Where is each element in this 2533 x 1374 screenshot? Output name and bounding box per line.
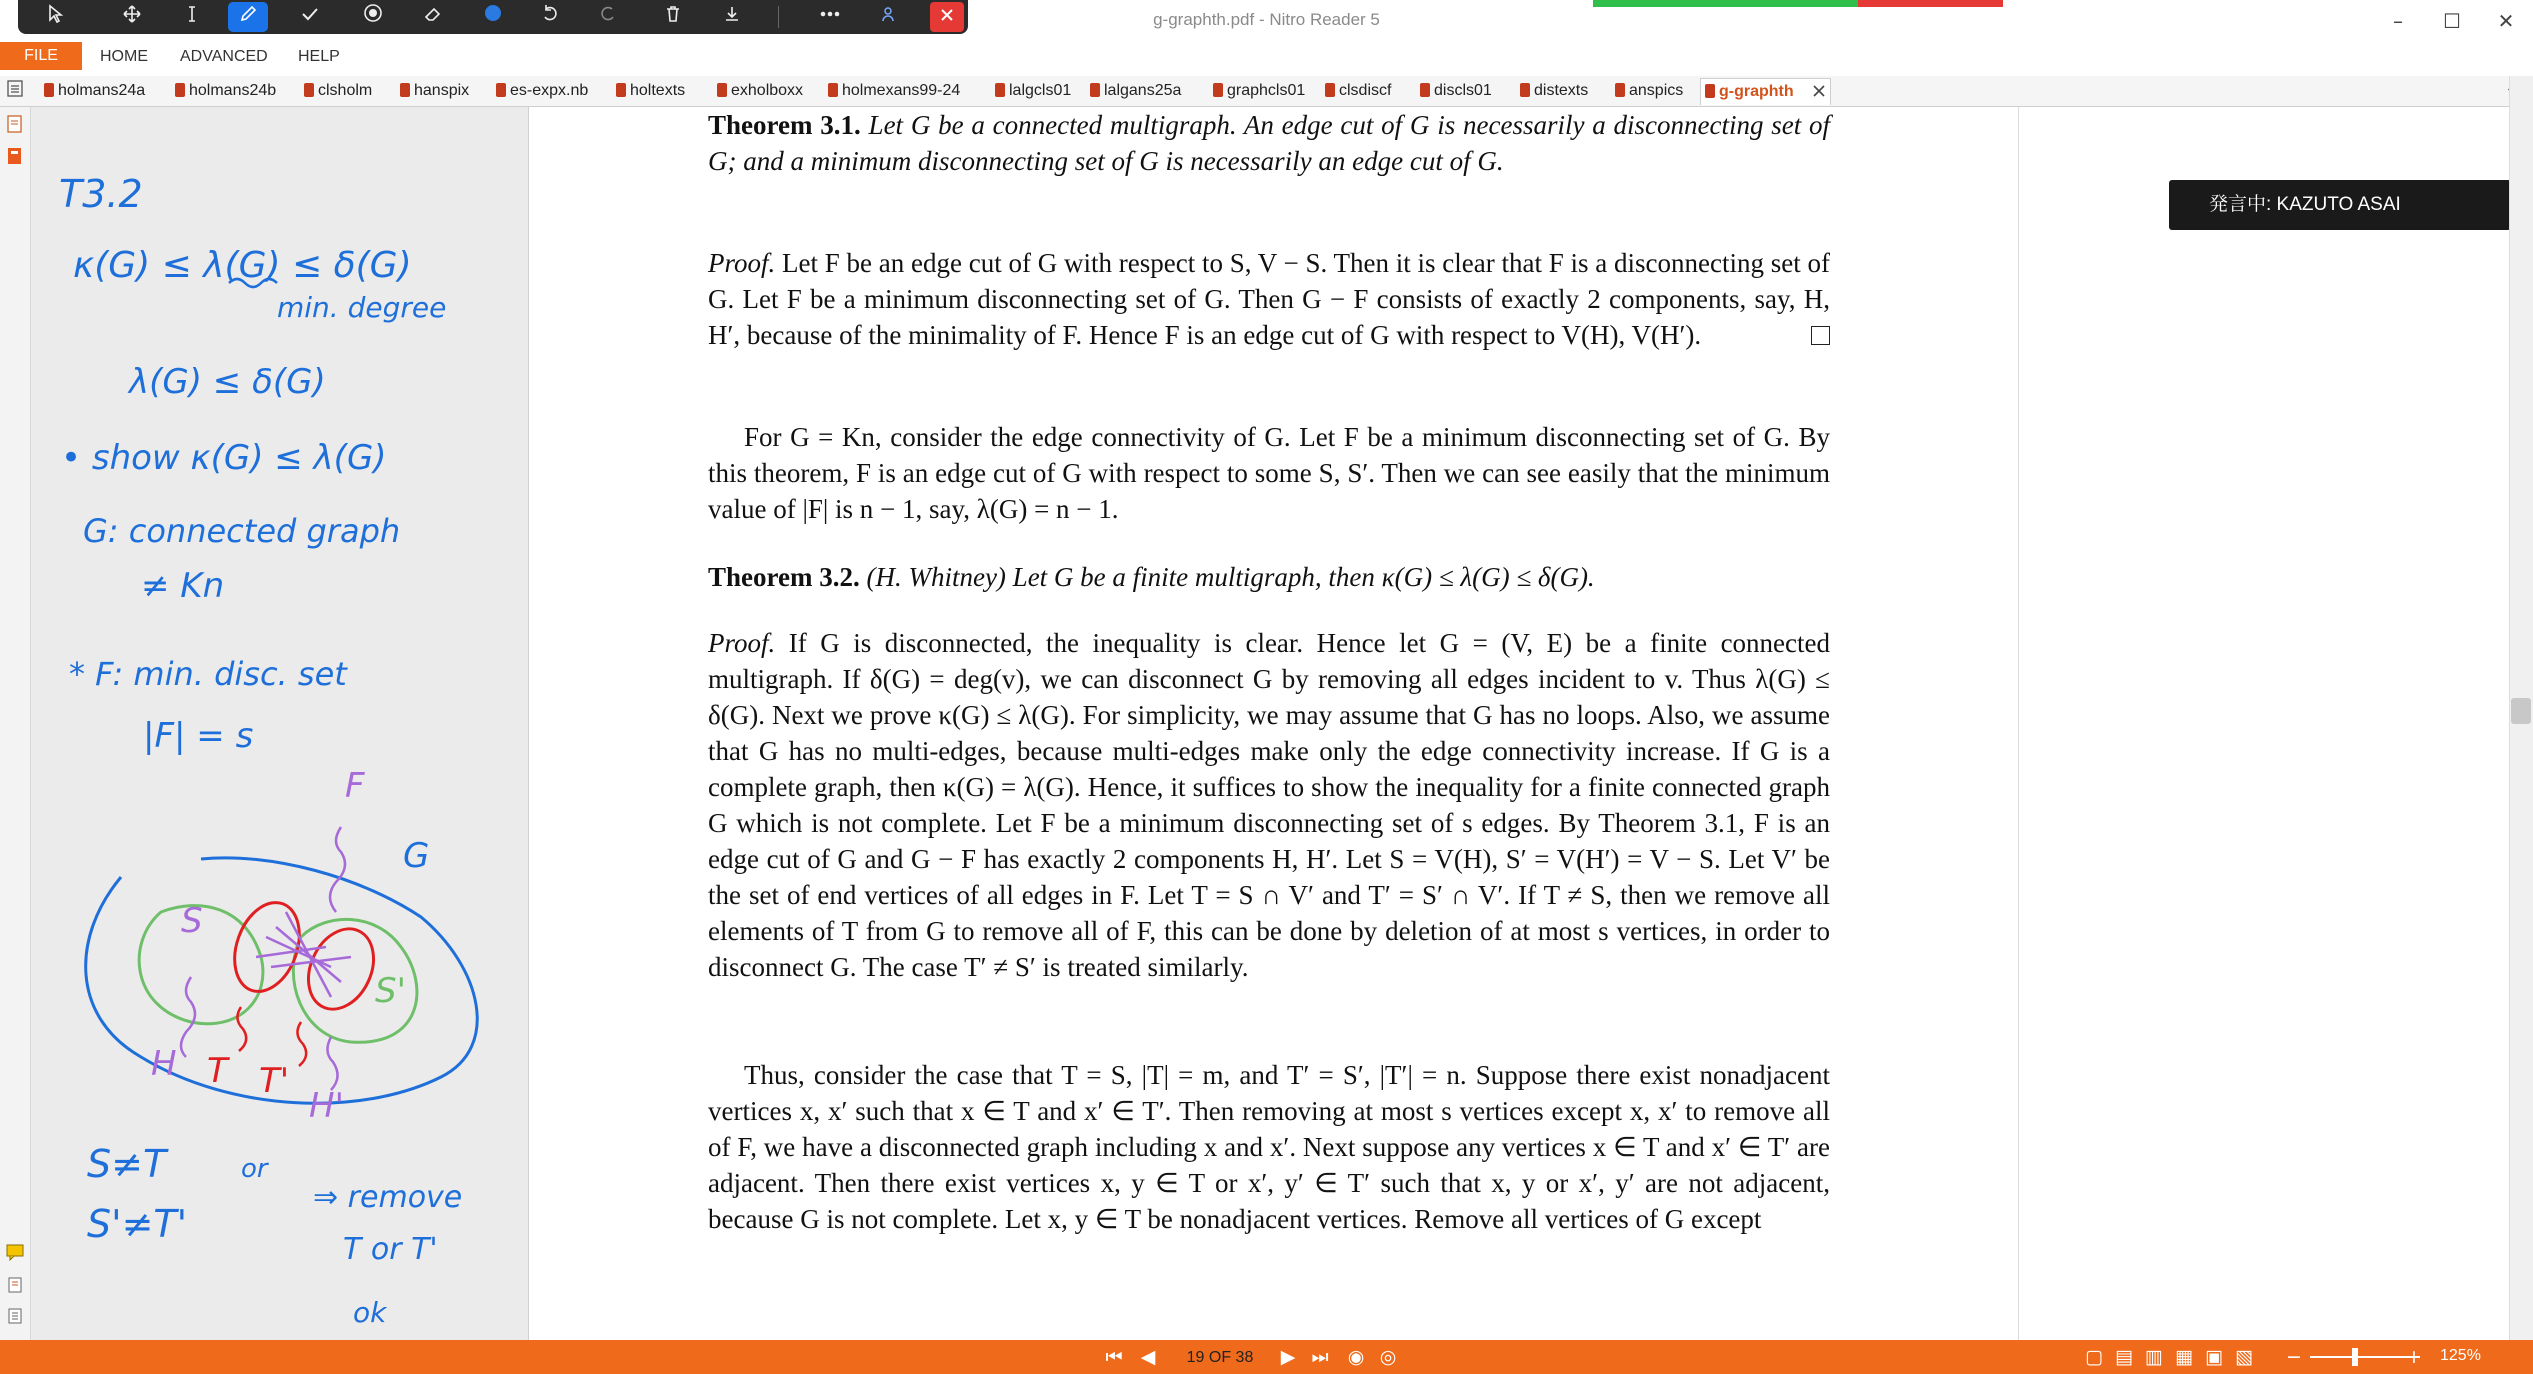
note-line-S2-not-T2: S'≠T' <box>87 1202 188 1246</box>
note-line-inequality: κ(G) ≤ λ(G) ≤ δ(G) <box>73 245 412 286</box>
tab-distexts[interactable] <box>1520 78 1588 104</box>
set-T2-outline <box>296 918 386 1019</box>
ribbon-bar <box>0 42 2533 70</box>
note-line-min-degree: min. degree <box>277 291 447 324</box>
tab-label: distexts <box>1534 82 1589 99</box>
tab-hanspix[interactable] <box>400 78 469 104</box>
single-page-view-icon[interactable]: ▢ <box>2085 1346 2103 1368</box>
advanced-menu[interactable]: ADVANCED <box>180 48 268 65</box>
pdf-file-icon <box>304 83 314 97</box>
color-dot-icon[interactable] <box>473 2 513 32</box>
theorem-3-2-head: Theorem 3.2. <box>708 562 860 592</box>
notes-ink-layer <box>31 107 528 1340</box>
meeting-progress-red <box>1858 0 2003 7</box>
tab-es-expx[interactable] <box>496 78 588 104</box>
pdf-file-icon <box>1325 83 1335 97</box>
cut-wiggle-F <box>330 827 345 912</box>
paragraph-final-text: Thus, consider the case that T = S, |T| = m, and T′ = S′, |T′| = n. Suppose there exist nonadjacent vertices x, x′ such that x ∈ T and x′ ∈ T′. Then removing at most s vertices except x, x′ to remove all of F, we have a disconnected graph including x and x′. Next suppose any vertices x ∈ T and x′ ∈ T′ are adjacent. Then there exist vertices x, y ∈ T or x′, y′ ∈ T′ such that x, y or x′, y′ are not adjacent, because G is not complete. Let x, y ∈ T be nonadjacent vertices. Remove all vertices of G except <box>708 1060 1830 1234</box>
tab-label: lalgans25a <box>1104 82 1182 99</box>
tab-close-icon[interactable] <box>1812 84 1826 98</box>
tab-label: holtexts <box>630 82 686 99</box>
cut-wiggle-T2 <box>297 1022 306 1066</box>
scrollbar-thumb[interactable] <box>2511 698 2531 724</box>
tab-label: exholboxx <box>731 82 804 99</box>
trash-icon[interactable] <box>653 2 693 32</box>
tab-label: graphcls01 <box>1227 82 1306 99</box>
label-G: G <box>403 836 430 876</box>
note-line-T-or-T2: T or T' <box>343 1232 438 1267</box>
theorem-3-1-body: Let G be a connected multigraph. An edge cut of G is necessarily a disconnecting set of G; and a minimum disconnecting set of G is necessarily an edge cut of G. <box>708 110 1831 176</box>
note-line-or: or <box>241 1154 268 1184</box>
tab-label: holmans24a <box>58 82 146 99</box>
tab-holtexts[interactable] <box>616 78 685 104</box>
pdf-file-icon <box>496 83 506 97</box>
last-page-icon[interactable]: ⏭ <box>1311 1346 1329 1368</box>
tab-lalgans25a[interactable] <box>1090 78 1181 104</box>
theorem-3-2 <box>708 559 1830 595</box>
minimize-button[interactable]: – <box>2393 9 2403 33</box>
tab-exholboxx[interactable] <box>717 78 803 104</box>
theorem-3-1 <box>708 107 1830 179</box>
redo-icon[interactable] <box>588 2 628 32</box>
pdf-file-icon <box>1090 83 1100 97</box>
pdf-file-icon <box>1520 83 1530 97</box>
tab-graphcls01[interactable] <box>1213 78 1305 104</box>
home-menu[interactable]: HOME <box>100 48 148 65</box>
pdf-file-icon <box>1420 83 1430 97</box>
tab-label: clsdiscf <box>1339 82 1392 99</box>
theorem-3-1-head: Theorem 3.1. <box>708 110 861 140</box>
qed-box <box>1811 326 1830 345</box>
window-title: g-graphth.pdf - Nitro Reader 5 <box>1153 10 1380 29</box>
pages-icon[interactable] <box>6 146 24 166</box>
select-arrow-icon[interactable] <box>36 2 76 32</box>
facing-continuous-view-icon[interactable]: ▦ <box>2175 1346 2193 1368</box>
tab-list-icon[interactable] <box>6 78 24 104</box>
paragraph-kn <box>708 419 1830 527</box>
note-line-connected: G: connected graph <box>83 512 401 550</box>
note-line-F-size: |F| = s <box>143 716 254 756</box>
cut-wiggle-H2 <box>327 1037 337 1090</box>
tab-label: lalgcls01 <box>1009 82 1072 99</box>
previous-page-icon[interactable]: ◀ <box>1140 1346 1156 1368</box>
proof-3-2-body: If G is disconnected, the inequality is clear. Hence let G = (V, E) be a finite connected multigraph. If δ(G) = deg(v), we can disconnect G by removing all edges incident to v. Thus λ(G) ≤ δ(G). Next we prove κ(G) ≤ λ(G). For simplicity, we may assume that G has no loops. Also, we assume that G has no multi-edges, because multi-edges make only the edge connectivity increase. If G is a complete graph, then κ(G) = λ(G). Hence, it suffices to show the inequality for a finite connected graph G which is not complete. Let F be a minimum disconnecting set of s edges. By Theorem 3.1, F is an edge cut of G and G − F has exactly 2 components H, H′. Let S = V(H), S′ = V(H′) = V − S. Let V′ be the set of end vertices of all edges in F. Let T = S ∩ V′ and T′ = S′ ∩ V′. If T ≠ S, then we remove all elements of T from G to remove all of F, this can be done by deletion of at most s vertices, in order to disconnect G. The case T′ ≠ S′ is treated similarly. <box>708 628 1831 982</box>
layers-icon[interactable] <box>6 1307 24 1327</box>
pen-icon[interactable] <box>228 2 268 32</box>
pdf-file-icon <box>995 83 1005 97</box>
proof-3-1-body: Let F be an edge cut of G with respect to S, V − S. Then it is clear that F is a disconnecting set of G. Let F be a minimum disconnecting set of G. Then G − F consists of exactly 2 components, say, H, H′, because of the minimality of F. Hence F is an edge cut of G with respect to V(H), V(H′). <box>708 248 1831 350</box>
edge-cut-edges <box>256 912 351 997</box>
fit-page-icon[interactable]: ▣ <box>2205 1346 2223 1368</box>
toolbar-separator <box>778 6 779 28</box>
file-menu[interactable]: FILE <box>0 42 82 70</box>
page-number-field[interactable]: 19 OF 38 <box>1186 1349 1254 1366</box>
tab-anspics[interactable] <box>1615 78 1683 104</box>
label-T2: T' <box>259 1061 290 1101</box>
pdf-file-icon <box>1615 83 1625 97</box>
first-page-icon[interactable]: ⏮ <box>1105 1346 1123 1368</box>
facing-view-icon[interactable]: ▥ <box>2145 1346 2163 1368</box>
pdf-file-icon <box>717 83 727 97</box>
proof-3-1 <box>708 245 1830 353</box>
graph-sketch <box>86 766 478 1126</box>
more-icon[interactable] <box>810 2 850 32</box>
zoom-level[interactable]: 125% <box>2440 1347 2481 1364</box>
close-window-button[interactable]: ✕ <box>2497 9 2515 33</box>
tab-label: g-graphth <box>1719 83 1794 100</box>
note-line-remove: ⇒ remove <box>313 1180 463 1215</box>
cut-wiggle-H <box>181 977 195 1057</box>
paragraph-kn-text: For G = Kn, consider the edge connectivity of G. Let F be a minimum disconnecting set of G. By this theorem, F is an edge cut of G with respect to some S, S′. Then we can see easily that the minimum value of |F| is n − 1, say, λ(G) = n − 1. <box>708 422 1830 524</box>
handwritten-notes-panel <box>31 107 529 1340</box>
tab-label: clsholm <box>318 82 373 99</box>
pdf-file-icon <box>1705 84 1715 98</box>
theorem-3-2-body: (H. Whitney) Let G be a finite multigraph, then κ(G) ≤ λ(G) ≤ δ(G). <box>866 562 1595 592</box>
label-H: H <box>151 1044 177 1084</box>
bookmarks-icon[interactable] <box>6 114 24 134</box>
pdf-file-icon <box>616 83 626 97</box>
check-icon[interactable] <box>290 2 330 32</box>
stamp-icon[interactable] <box>353 2 393 32</box>
download-icon[interactable] <box>712 2 752 32</box>
pdf-file-icon <box>175 83 185 97</box>
note-line-S-not-T: S≠T <box>87 1142 167 1186</box>
annotation-toolbar <box>18 0 968 34</box>
label-S2: S' <box>375 971 406 1011</box>
people-icon[interactable] <box>870 2 910 32</box>
note-line-theorem: T3.2 <box>59 172 143 216</box>
note-line-lambda-delta: λ(G) ≤ δ(G) <box>129 362 326 402</box>
pdf-file-icon <box>400 83 410 97</box>
meeting-progress-green <box>1593 0 1858 7</box>
tab-label: discls01 <box>1434 82 1492 99</box>
left-tool-strip <box>0 107 31 1340</box>
tab-discls01[interactable] <box>1420 78 1492 104</box>
note-line-min-disc-set: * F: min. disc. set <box>69 655 347 693</box>
undo-icon[interactable] <box>530 2 570 32</box>
maximize-button[interactable]: ☐ <box>2443 9 2461 33</box>
tab-label: anspics <box>1629 82 1684 99</box>
eraser-icon[interactable] <box>413 2 453 32</box>
toolbar-close-button[interactable] <box>930 2 964 32</box>
tab-clsholm[interactable] <box>304 78 372 104</box>
label-T: T <box>207 1051 228 1091</box>
tab-label: holmexans99-24 <box>842 82 961 99</box>
help-menu[interactable]: HELP <box>298 48 340 65</box>
continuous-view-icon[interactable]: ▤ <box>2115 1346 2133 1368</box>
tab-label: hanspix <box>414 82 470 99</box>
back-view-icon[interactable]: ◉ <box>1347 1346 1365 1368</box>
attachments-icon[interactable] <box>6 1276 24 1296</box>
tab-clsdiscf[interactable] <box>1325 78 1391 104</box>
note-line-show: • show κ(G) ≤ λ(G) <box>61 438 387 478</box>
tab-holmexans99-24[interactable] <box>828 78 960 104</box>
pdf-file-icon <box>1213 83 1223 97</box>
zoom-slider-handle[interactable] <box>2352 1348 2358 1366</box>
speaker-indicator: 発言中: KAZUTO ASAI <box>2169 180 2511 230</box>
next-page-icon[interactable]: ▶ <box>1280 1346 1296 1368</box>
proof-3-2-head: Proof. <box>708 628 776 658</box>
forward-view-icon[interactable]: ◎ <box>1379 1346 1397 1368</box>
tab-label: es-expx.nb <box>510 82 589 99</box>
label-H2: H' <box>309 1086 344 1126</box>
pdf-file-icon <box>828 83 838 97</box>
proof-3-2 <box>708 625 1830 985</box>
move-icon[interactable] <box>112 2 152 32</box>
tab-lalgcls01[interactable] <box>995 78 1071 104</box>
zoom-in-icon[interactable]: + <box>2406 1346 2422 1368</box>
paragraph-final <box>708 1057 1830 1237</box>
comments-icon[interactable] <box>6 1243 24 1263</box>
text-cursor-icon[interactable] <box>172 2 212 32</box>
label-F: F <box>345 766 365 806</box>
tab-label: holmans24b <box>189 82 277 99</box>
fit-width-icon[interactable]: ▧ <box>2235 1346 2253 1368</box>
note-line-ok: ok <box>353 1296 387 1329</box>
label-S: S <box>181 901 203 941</box>
zoom-out-icon[interactable]: − <box>2286 1346 2302 1368</box>
page-right-margin <box>2019 107 2509 1340</box>
tab-g-graphth[interactable] <box>1700 78 1831 105</box>
proof-3-1-head: Proof. <box>708 248 776 278</box>
pdf-file-icon <box>44 83 54 97</box>
note-line-not-kn: ≠ Kn <box>141 566 225 606</box>
tab-holmans24b[interactable] <box>175 78 276 104</box>
tab-holmans24a[interactable] <box>44 78 145 104</box>
